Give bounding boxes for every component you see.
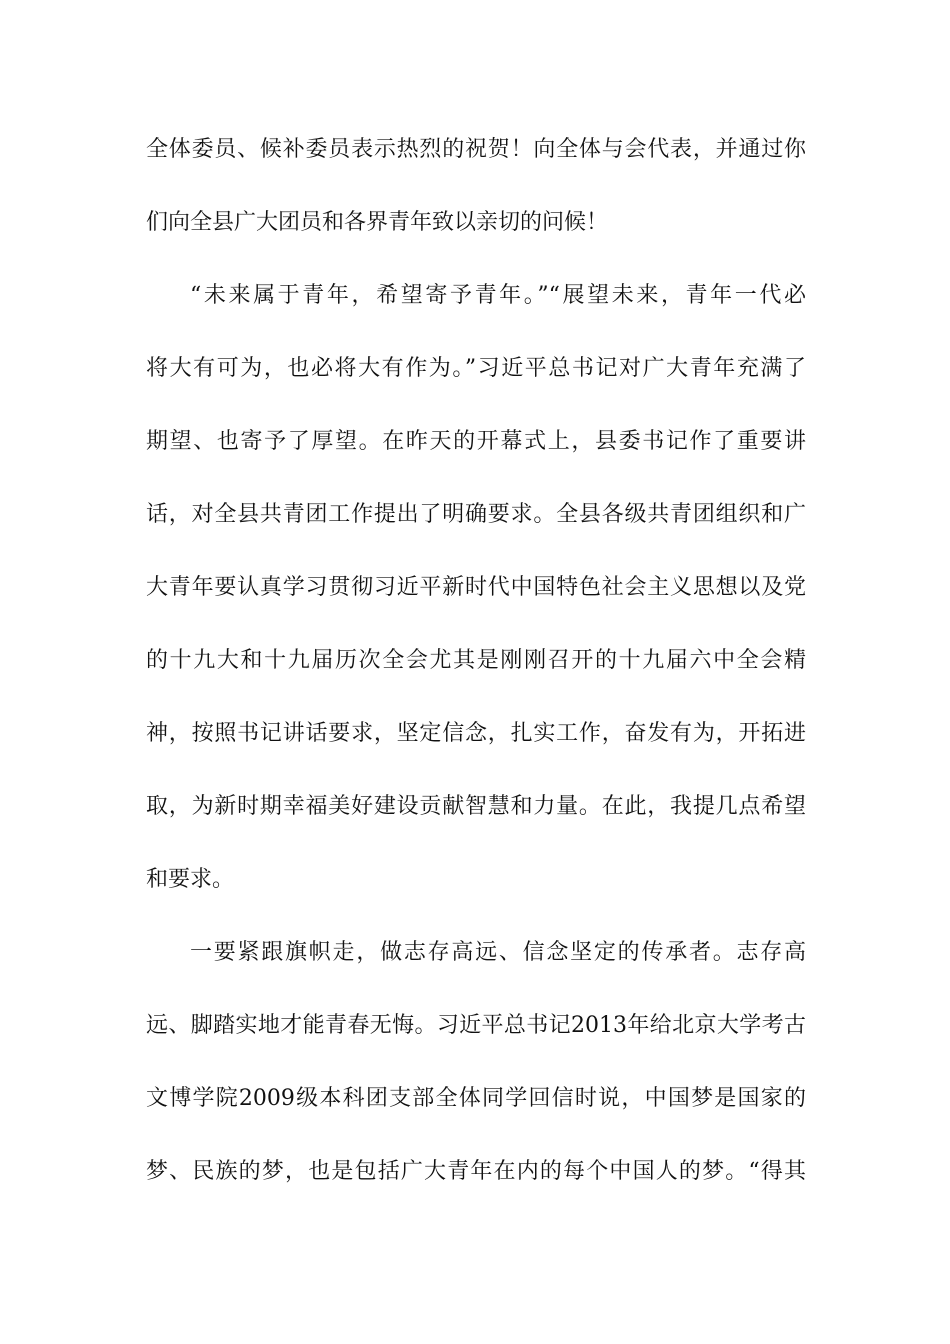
text-line: 大青年要认真学习贯彻习近平新时代中国特色社会主义思想以及党 [146, 575, 806, 600]
text-line: 神，按照书记讲话要求，坚定信念，扎实工作，奋发有为，开拓进 [146, 721, 806, 746]
text-line: 将大有可为，也必将大有作为。”习近平总书记对广大青年充满了 [146, 356, 806, 381]
text-line: 文博学院2009级本科团支部全体同学回信时说，中国梦是国家的 [146, 1086, 806, 1111]
text-line: 们向全县广大团员和各界青年致以亲切的问候！ [146, 210, 609, 235]
text-line: 一要紧跟旗帜走，做志存高远、信念坚定的传承者。志存高 [190, 940, 806, 965]
text-line: 期望、也寄予了厚望。在昨天的开幕式上，县委书记作了重要讲 [146, 429, 806, 454]
text-line: 和要求。 [146, 867, 235, 892]
text-line: 远、脚踏实地才能青春无悔。习近平总书记2013年给北京大学考古 [146, 1013, 806, 1038]
text-line: 的十九大和十九届历次全会尤其是刚刚召开的十九届六中全会精 [146, 648, 806, 673]
text-line: “未来属于青年，希望寄予青年。”“展望未来，青年一代必 [190, 283, 806, 308]
text-line: 全体委员、候补委员表示热烈的祝贺！向全体与会代表，并通过你 [146, 137, 806, 162]
text-line: 取，为新时期幸福美好建设贡献智慧和力量。在此，我提几点希望 [146, 794, 806, 819]
text-line: 梦、民族的梦，也是包括广大青年在内的每个中国人的梦。“得其 [146, 1159, 806, 1184]
text-line: 话，对全县共青团工作提出了明确要求。全县各级共青团组织和广 [146, 502, 806, 527]
